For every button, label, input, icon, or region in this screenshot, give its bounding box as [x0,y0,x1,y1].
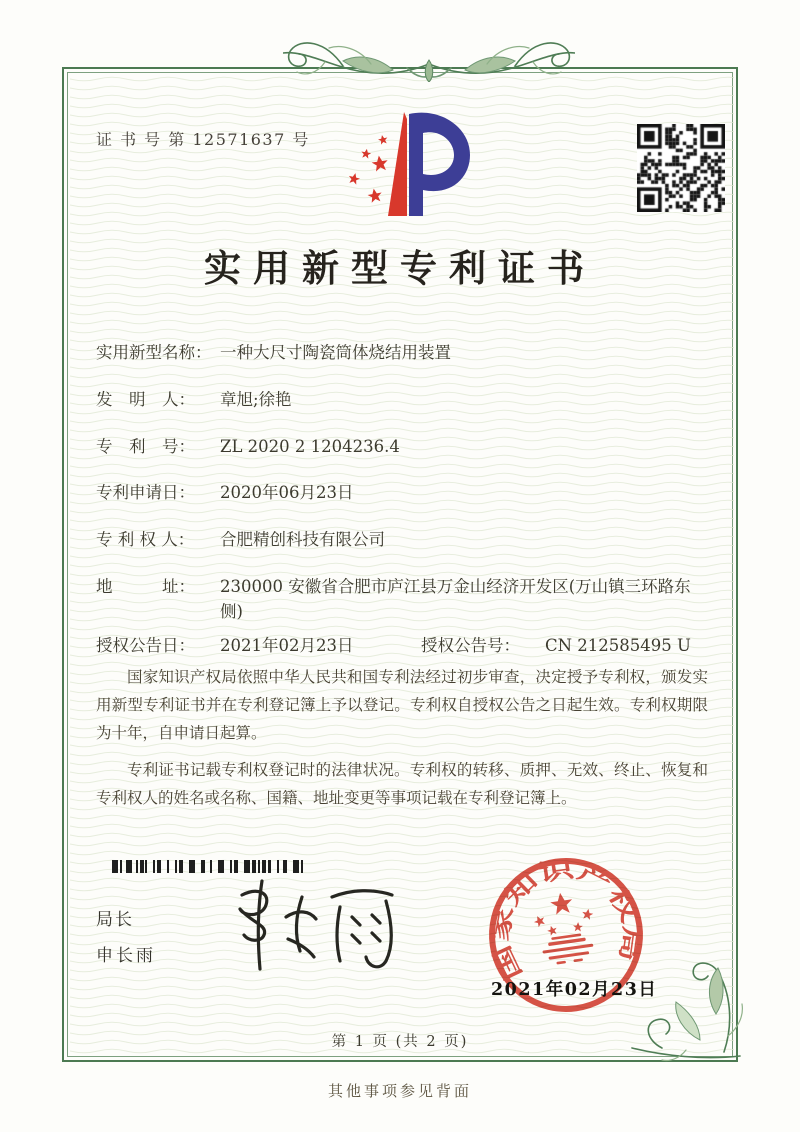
field-patent-number [96,435,708,460]
director-name: 申长雨 [96,946,156,966]
field-filing-date [96,481,708,506]
seal-national-emblem [529,889,600,966]
field-label: 专 利 号： [96,436,195,456]
seal-text: 国家知识产权局 [486,857,646,985]
field-inventor [96,388,708,413]
field-value: ZL 2020 2 1204236.4 [220,436,400,456]
barcode [112,860,309,873]
director-signature [224,873,409,978]
logo-blue-p-shape [409,113,470,216]
page-number: 第 1 页 (共 2 页) [331,1034,469,1050]
legal-paragraph-2: 专利证书记载专利权登记时的法律状况。专利权的转移、质押、无效、终止、恢复和专利权人的姓名或名称、国籍、地址变更等事项记载在专利登记簿上。 [96,760,708,807]
field-utility-model-name [96,341,708,366]
field-address [96,575,708,625]
certificate-title: 实用新型专利证书 [204,246,596,290]
field-value: 一种大尺寸陶瓷筒体烧结用装置 [220,343,451,362]
field-value: 2020年06月23日 [220,483,354,503]
field-label: 实用新型名称： [96,343,212,362]
field-grant-row [96,634,708,659]
field-value: 230000 安徽省合肥市庐江县万金山经济开发区(万山镇三环路东侧) [220,576,691,621]
field-label: 发 明 人： [96,389,195,409]
field-label: 地 址： [96,576,195,596]
back-side-note: 其他事项参见背面 [327,1082,472,1100]
legal-paragraph-1: 国家知识产权局依照中华人民共和国专利法经过初步审查，决定授予专利权，颁发实用新型专利证书并在专利登记簿上予以登记。专利权自授权公告之日起生效。专利权期限为十年，自申请日起算。 [96,668,708,742]
certificate-fields [96,341,708,659]
field-patentee [96,528,708,553]
seal-date: 2021年02月23日 [491,980,658,1000]
certificate-number: 证 书 号 第 12571637 号 [96,130,310,149]
legal-text [96,664,708,821]
director-title: 局长 [96,910,134,930]
logo-red-spike [388,112,407,216]
logo-stars [347,134,389,203]
field-grant-date [96,634,421,659]
field-value: 章旭;徐艳 [220,389,292,409]
field-label: 授权公告日： [96,636,195,656]
svg-text:国家知识产权局 [480,849,650,986]
field-label: 专利申请日： [96,483,195,503]
field-value: CN 212585495 U [545,636,691,656]
barcode-bar [303,860,309,873]
field-grant-number [421,634,708,659]
field-label: 授权公告号： [421,636,520,656]
field-label: 专 利 权 人： [96,530,195,549]
qr-code [637,124,725,212]
field-value: 合肥精创科技有限公司 [220,530,385,549]
cnipa-logo [330,106,478,224]
field-value: 2021年02月23日 [220,636,354,656]
